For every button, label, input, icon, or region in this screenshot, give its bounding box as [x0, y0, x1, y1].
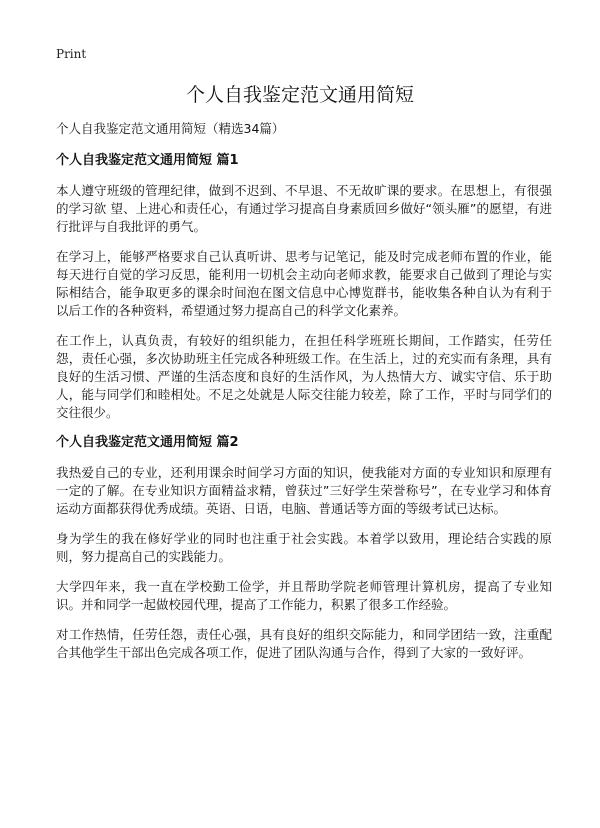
section-heading: 个人自我鉴定范文通用简短 篇1 — [56, 153, 239, 168]
paragraph: 在学习上，能够严格要求自己认真听讲、思考与记笔记，能及时完成老师布置的作业，能每天进行自觉的学习反思，能利用一切机会主动向老师求教，能要求自己做到了理论与实际相结合，能争取更多的课余时间泡在图文信息中心博览群书，能收集各种自认为有利于以后工作的各种资料，希望通过努力提高自己的科学文化素养。 — [56, 249, 552, 318]
print-link[interactable]: Print — [56, 47, 87, 61]
document-content — [56, 120, 552, 674]
section-2 — [56, 434, 552, 662]
paragraph: 本人遵守班级的管理纪律，做到不迟到、不早退、不无故旷课的要求。在思想上，有很强的学习欲 望、上进心和责任心，有通过学习提高自身素质回乡做好“领头雁”的愿望，有进行批评与自我批评的勇气。 — [56, 183, 552, 234]
paragraph: 对工作热情，任劳任怨，责任心强，具有良好的组织交际能力，和同学团结一致，注重配合其他学生干部出色完成各项工作，促进了团队沟通与合作，得到了大家的一致好评。 — [56, 627, 552, 660]
document-subtitle: 个人自我鉴定范文通用简短（精选34篇） — [56, 121, 285, 136]
section-heading: 个人自我鉴定范文通用简短 篇2 — [56, 435, 239, 450]
paragraph: 我热爱自己的专业，还利用课余时间学习方面的知识，使我能对方面的专业知识和原理有一定的了解。在专业知识方面精益求精，曾获过”三好学生荣誉称号”，在专业学习和体育运动方面都获得优秀成绩。英语、日语，电脑、普通话等方面的等级考试已达标。 — [56, 465, 552, 516]
paragraph: 在工作上，认真负责，有较好的组织能力，在担任科学班班长期间，工作踏实，任劳任怨，责任心强，多次协助班主任完成各种班级工作。在生活上，过的充实而有条理，具有良好的生活习惯、严谨的生活态度和良好的生活作风，为人热情大方、诚实守信、乐于助人，能与同学们和睦相处。不足之处就是人际交往能力较差，除了工作，平时与同学们的交往很少。 — [56, 333, 552, 420]
section-1 — [56, 152, 552, 422]
page-title: 个人自我鉴定范文通用简短 — [185, 84, 414, 106]
paragraph: 大学四年来，我一直在学校勤工俭学，并且帮助学院老师管理计算机房，提高了专业知识。并和同学一起做校园代理，提高了工作能力，积累了很多工作经验。 — [56, 579, 552, 612]
paragraph: 身为学生的我在修好学业的同时也注重于社会实践。本着学以致用，理论结合实践的原则，努力提高自己的实践能力。 — [56, 531, 552, 564]
